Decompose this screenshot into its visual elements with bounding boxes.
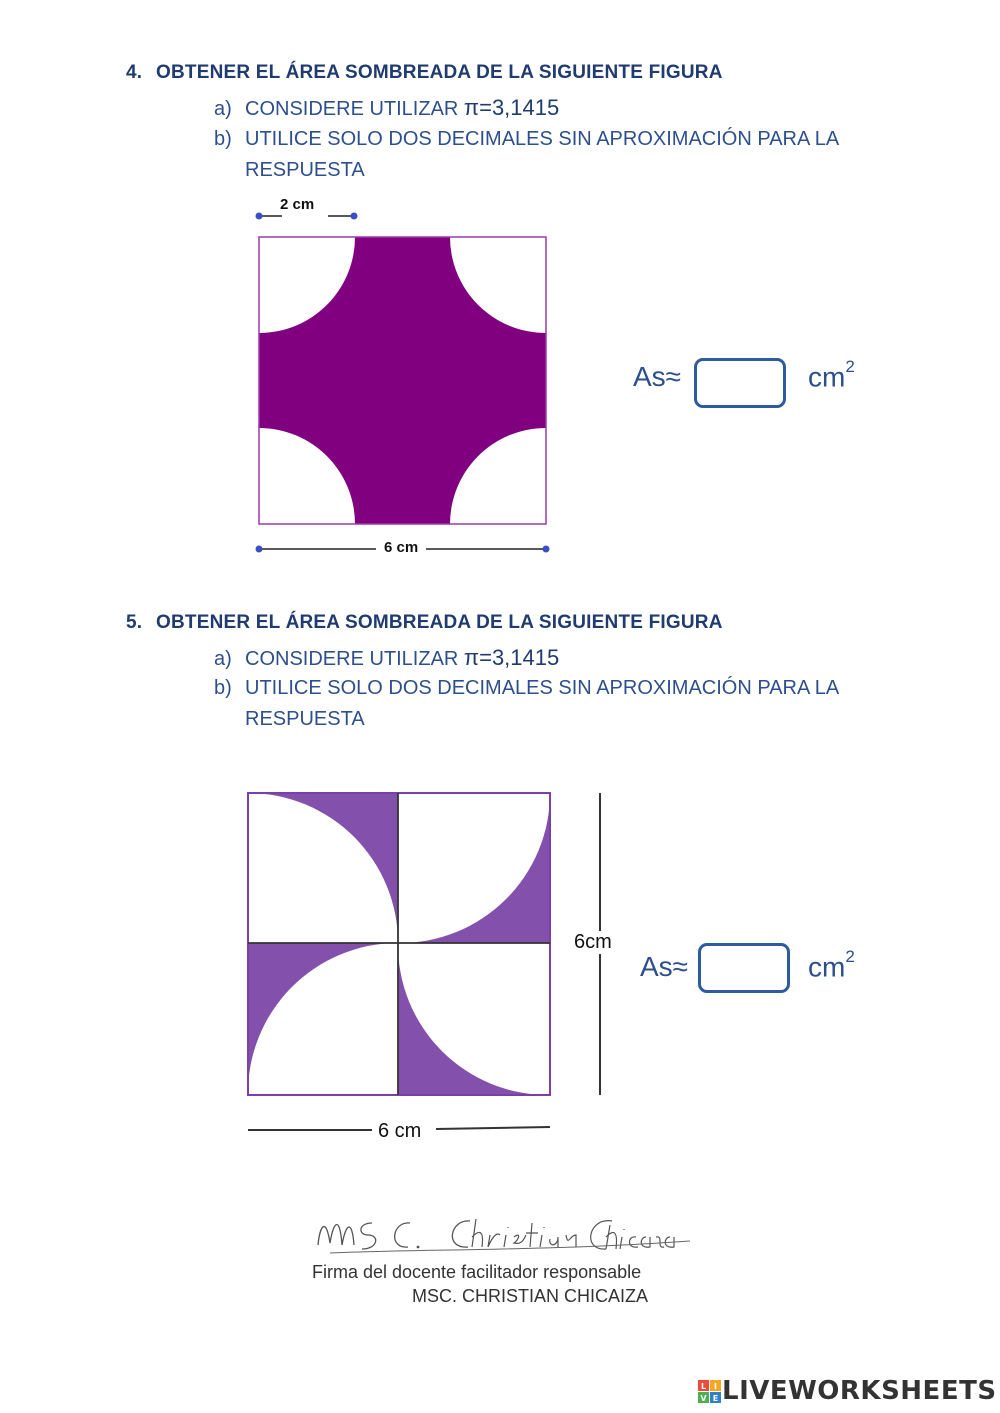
question-4-item-a: a) CONSIDERE UTILIZAR π=3,1415 [214, 95, 560, 120]
answer-5-unit: $cm^2$ [808, 947, 855, 983]
answer-4-input[interactable] [694, 358, 786, 408]
question-5-item-b: b) UTILICE SOLO DOS DECIMALES SIN APROXIMACIÓN PARA LA RESPUESTA [214, 677, 840, 730]
figure-4-shaded-cross [240, 190, 570, 570]
question-4-item-b: b) UTILICE SOLO DOS DECIMALES SIN APROXIMACIÓN PARA LA RESPUESTA [214, 128, 840, 181]
svg-text:I: I [714, 1382, 717, 1391]
signature-name: MSC. CHRISTIAN CHICAIZA [412, 1286, 649, 1306]
figure-5-side-dimension: 6cm [574, 931, 612, 953]
answer-5-input[interactable] [698, 943, 790, 993]
signature-caption: Firma del docente facilitador responsable [312, 1262, 642, 1282]
question-5-title: 5. OBTENER EL ÁREA SOMBREADA DE LA SIGUIENTE FIGURA [126, 612, 723, 633]
svg-text:L: L [700, 1382, 707, 1391]
figure-5-pinwheel [240, 785, 620, 1145]
liveworksheets-logo-text: LIVEWORKSHEETS [722, 1376, 997, 1406]
answer-5-label: As≈ [640, 951, 689, 982]
question-5-item-a: a) CONSIDERE UTILIZAR π=3,1415 [214, 645, 560, 670]
figure-4-bottom-dimension: 6 cm [384, 539, 419, 556]
figure-4-top-dimension: 2 cm [280, 196, 315, 213]
question-4-title: 4. OBTENER EL ÁREA SOMBREADA DE LA SIGUIENTE FIGURA [126, 62, 723, 83]
liveworksheets-logo-icon [698, 1380, 721, 1403]
figure-5-bottom-dimension: 6 cm [378, 1120, 422, 1142]
handwritten-signature [300, 1205, 700, 1265]
svg-text:V: V [700, 1394, 707, 1403]
answer-4-label: As≈ [633, 361, 682, 392]
answer-4-unit: $cm^2$ [808, 357, 855, 393]
svg-text:E: E [712, 1394, 719, 1403]
